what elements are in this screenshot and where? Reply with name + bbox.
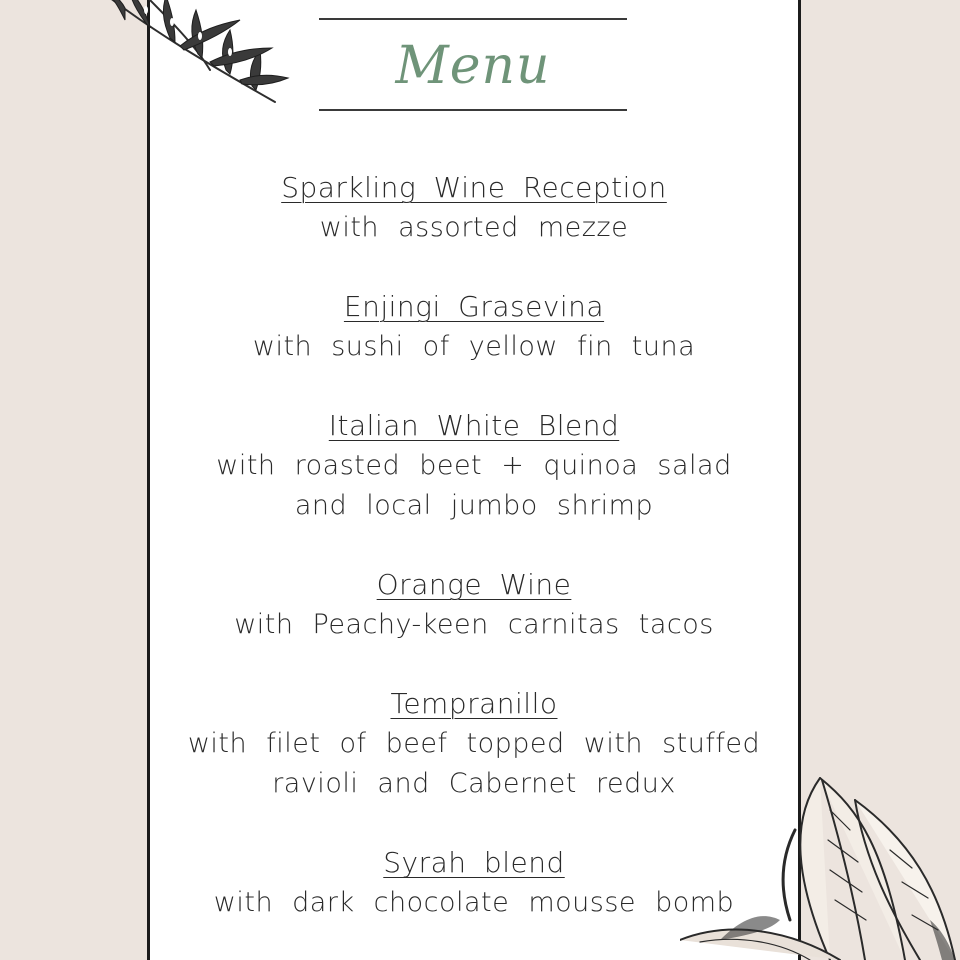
wine-name: Tempranillo bbox=[390, 687, 558, 720]
course-item bbox=[150, 684, 798, 804]
wine-name: Enjingi Grasevina bbox=[343, 290, 605, 323]
leaf-sprig-icon bbox=[80, 0, 290, 115]
wine-name: Italian White Blend bbox=[328, 409, 620, 442]
wine-name: Sparkling Wine Reception bbox=[281, 171, 667, 204]
wine-name: Syrah blend bbox=[383, 846, 565, 879]
course-item bbox=[150, 287, 798, 367]
title-top-rule bbox=[319, 18, 627, 20]
food-pairing: with dark chocolate mousse bomb bbox=[213, 887, 735, 918]
course-item bbox=[150, 406, 798, 526]
food-pairing: with filet of beef topped with stuffed ravioli and Cabernet redux bbox=[187, 728, 761, 799]
title-bottom-rule bbox=[319, 109, 627, 111]
food-pairing: with assorted mezze bbox=[319, 212, 629, 243]
food-pairing: with sushi of yellow fin tuna bbox=[252, 331, 696, 362]
course-item bbox=[150, 565, 798, 645]
course-list bbox=[150, 168, 798, 960]
food-pairing: with roasted beet + quinoa salad and local jumbo shrimp bbox=[216, 450, 732, 521]
course-item bbox=[150, 843, 798, 923]
food-pairing: with Peachy-keen carnitas tacos bbox=[234, 609, 714, 640]
course-item bbox=[150, 168, 798, 248]
menu-title: Menu bbox=[395, 36, 551, 96]
wine-name: Orange Wine bbox=[376, 568, 572, 601]
